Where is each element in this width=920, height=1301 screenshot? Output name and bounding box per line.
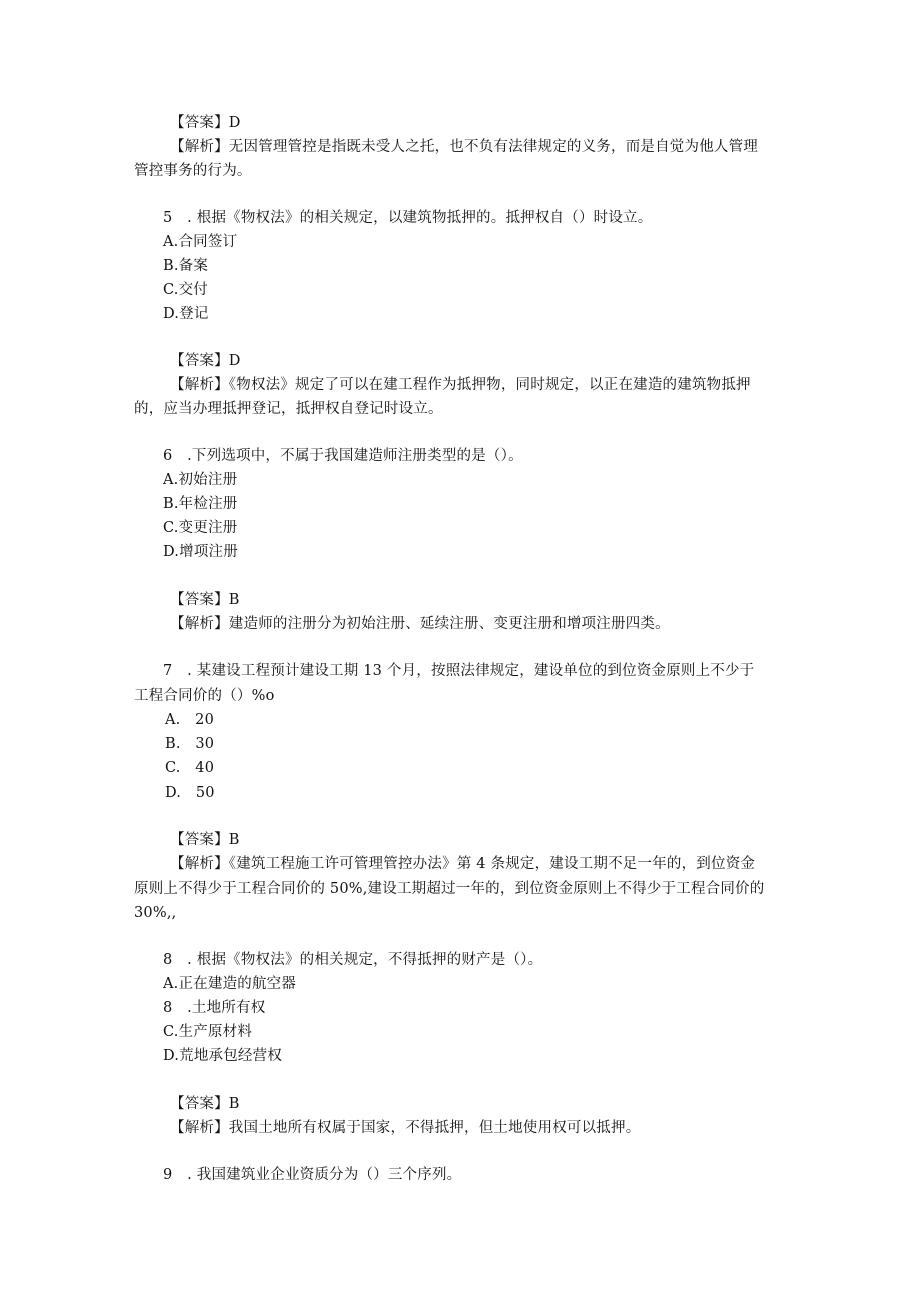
- option-c: C. 40: [165, 760, 215, 776]
- explanation-text: 管控事务的行为。: [134, 163, 252, 179]
- explanation-text: 30%,,: [134, 905, 177, 921]
- question-7-cont: 工程合同价的（）%o: [134, 688, 275, 704]
- option-c: C.变更注册: [163, 520, 238, 536]
- option-a: A.合同签订: [163, 234, 238, 250]
- explanation-text: 【解析】无因管理管控是指既未受人之托，也不负有法律规定的义务，而是自觉为他人管理: [170, 139, 758, 155]
- question-7: 7 . 某建设工程预计建设工期 13 个月，按照法律规定，建设单位的到位资金原则上不少于: [163, 663, 755, 679]
- option-b: B.年检注册: [163, 496, 238, 512]
- answer-label: 【答案】D: [170, 115, 241, 131]
- explanation-text: 【解析】《建筑工程施工许可管理管控办法》第 4 条规定，建设工期不足一年的，到位资金: [170, 856, 756, 872]
- option-a: A.正在建造的航空器: [163, 976, 297, 992]
- option-b: B.备案: [163, 258, 209, 274]
- question-8: 8 . 根据《物权法》的相关规定，不得抵押的财产是（）。: [163, 952, 543, 968]
- option-a: A. 20: [165, 712, 215, 728]
- question-5: 5 . 根据《物权法》的相关规定，以建筑物抵押的。抵押权自（）时设立。: [163, 210, 653, 226]
- option-d: D.荒地承包经营权: [163, 1048, 283, 1064]
- answer-label: 【答案】B: [170, 832, 240, 848]
- explanation-text: 原则上不得少于工程合同价的 50%,建设工期超过一年的，到位资金原则上不得少于工程合同价的: [134, 881, 765, 897]
- option-b: B. 30: [165, 736, 215, 752]
- explanation-text: 【解析】我国土地所有权属于国家，不得抵押，但土地使用权可以抵押。: [170, 1120, 641, 1136]
- question-6: 6 .下列选项中，不属于我国建造师注册类型的是（）。: [163, 448, 523, 464]
- option-d: D. 50: [165, 785, 215, 801]
- option-d: D.登记: [163, 306, 209, 322]
- explanation-text: 【解析】《物权法》规定了可以在建工程作为抵押物，同时规定，以正在建造的建筑物抵押: [170, 377, 751, 393]
- option-a: A.初始注册: [163, 472, 238, 488]
- explanation-text: 【解析】建造师的注册分为初始注册、延续注册、变更注册和增项注册四类。: [170, 616, 670, 632]
- option-c: C.生产原材料: [163, 1024, 253, 1040]
- answer-label: 【答案】B: [170, 592, 240, 608]
- answer-label: 【答案】B: [170, 1096, 240, 1112]
- option-d: D.增项注册: [163, 544, 238, 560]
- option-c: C.交付: [163, 282, 208, 298]
- explanation-text: 的，应当办理抵押登记，抵押权自登记时设立。: [134, 401, 443, 417]
- question-9: 9 . 我国建筑业企业资质分为（）三个序列。: [163, 1167, 462, 1183]
- option-b: 8 .土地所有权: [163, 1000, 266, 1016]
- answer-label: 【答案】D: [170, 353, 241, 369]
